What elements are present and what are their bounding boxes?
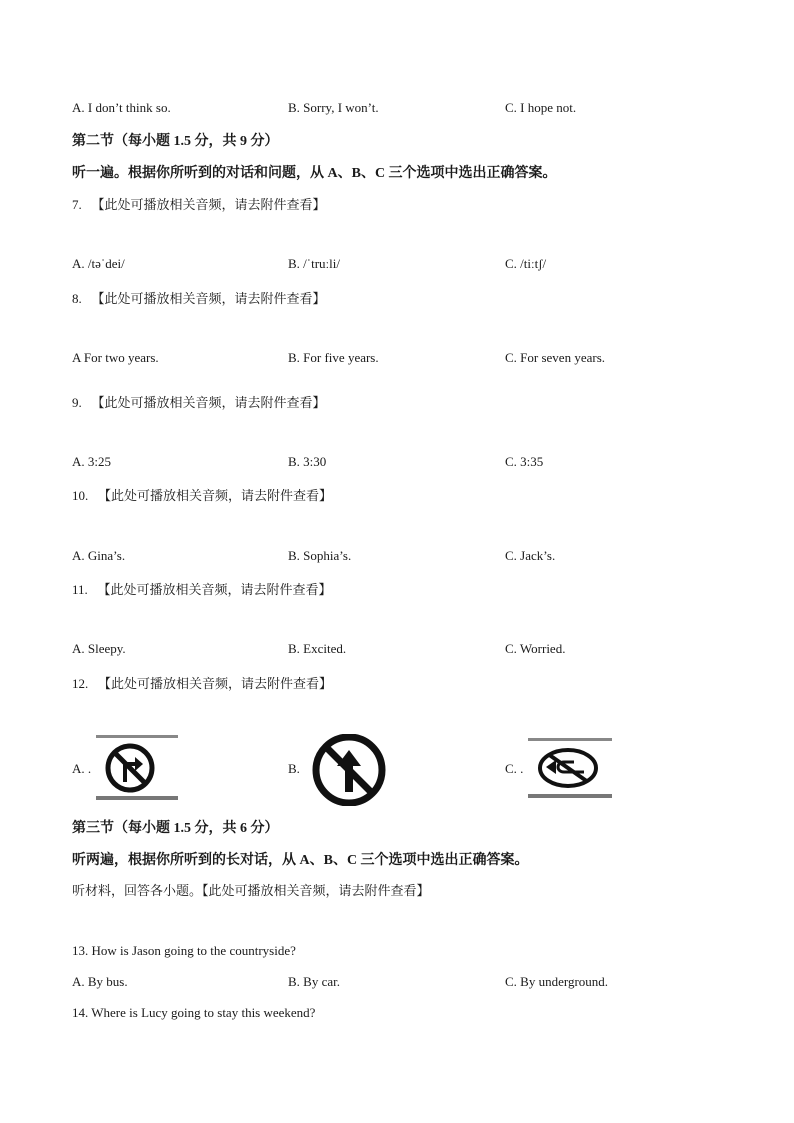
q12-option-c-label: C. . <box>505 761 524 776</box>
question-10 <box>72 485 332 504</box>
q9-option-c: C. 3:35 <box>505 454 544 469</box>
question-number: 7. <box>72 197 82 212</box>
question-number: 8. <box>72 291 82 306</box>
audio-note[interactable]: 【此处可播放相关音频，请去附件查看】 <box>91 197 326 212</box>
question-8 <box>72 288 326 307</box>
no-straight-ahead-sign-icon <box>308 734 390 806</box>
audio-note[interactable]: 【此处可播放相关音频，请去附件查看】 <box>97 582 332 597</box>
q10-option-a: A. Gina’s. <box>72 548 126 563</box>
q9-option-a: A. 3:25 <box>72 454 111 469</box>
section-3-instruction: 听两遍，根据你所听到的长对话，从 A、B、C 三个选项中选出正确答案。 <box>72 853 529 868</box>
audio-note[interactable]: 【此处可播放相关音频，请去附件查看】 <box>98 488 333 503</box>
audio-note[interactable]: 【此处可播放相关音频，请去附件查看】 <box>91 395 326 410</box>
q10-option-b: B. Sophia’s. <box>288 548 352 563</box>
q13-option-b: B. By car. <box>288 974 340 989</box>
question-14: 14. Where is Lucy going to stay this weekend? <box>72 1005 316 1020</box>
question-13: 13. How is Jason going to the countryside? <box>72 943 296 958</box>
section-3-material[interactable]: 听材料，回答各小题。【此处可播放相关音频，请去附件查看】 <box>72 883 430 898</box>
question-number: 9. <box>72 395 82 410</box>
q9-option-b: B. 3:30 <box>288 454 327 469</box>
q10-option-c: C. Jack’s. <box>505 548 556 563</box>
no-u-turn-sign-icon <box>526 736 614 800</box>
question-7 <box>72 194 326 213</box>
section-3-title: 第三节（每小题 1.5 分，共 6 分） <box>72 821 279 836</box>
question-12 <box>72 673 332 692</box>
question-9 <box>72 392 326 411</box>
question-number: 12. <box>72 676 89 691</box>
section-2-instruction: 听一遍。根据你所听到的对话和问题，从 A、B、C 三个选项中选出正确答案。 <box>72 166 557 181</box>
section-2-title: 第二节（每小题 1.5 分，共 9 分） <box>72 134 279 149</box>
no-right-turn-sign-icon <box>94 734 180 802</box>
q8-option-a: A For two years. <box>72 350 159 365</box>
q7-option-b: B. /ˈtruːli/ <box>288 256 340 271</box>
q12-option-a-label: A. . <box>72 761 92 776</box>
q8-option-c: C. For seven years. <box>505 350 606 365</box>
q7-option-c: C. /tiːtʃ/ <box>505 256 547 271</box>
q13-option-a: A. By bus. <box>72 974 128 989</box>
q13-option-c: C. By underground. <box>505 974 609 989</box>
q6-option-c: C. I hope not. <box>505 100 577 115</box>
q6-option-b: B. Sorry, I won’t. <box>288 100 379 115</box>
q6-option-a: A. I don’t think so. <box>72 100 171 115</box>
q7-option-a: A. /təˈdei/ <box>72 256 125 271</box>
question-number: 11. <box>72 582 88 597</box>
question-11 <box>72 579 332 598</box>
q8-option-b: B. For five years. <box>288 350 379 365</box>
q11-option-c: C. Worried. <box>505 641 566 656</box>
q12-option-b-label: B. <box>288 761 300 776</box>
q11-option-a: A. Sleepy. <box>72 641 126 656</box>
audio-note[interactable]: 【此处可播放相关音频，请去附件查看】 <box>98 676 333 691</box>
question-number: 10. <box>72 488 89 503</box>
q11-option-b: B. Excited. <box>288 641 347 656</box>
audio-note[interactable]: 【此处可播放相关音频，请去附件查看】 <box>91 291 326 306</box>
